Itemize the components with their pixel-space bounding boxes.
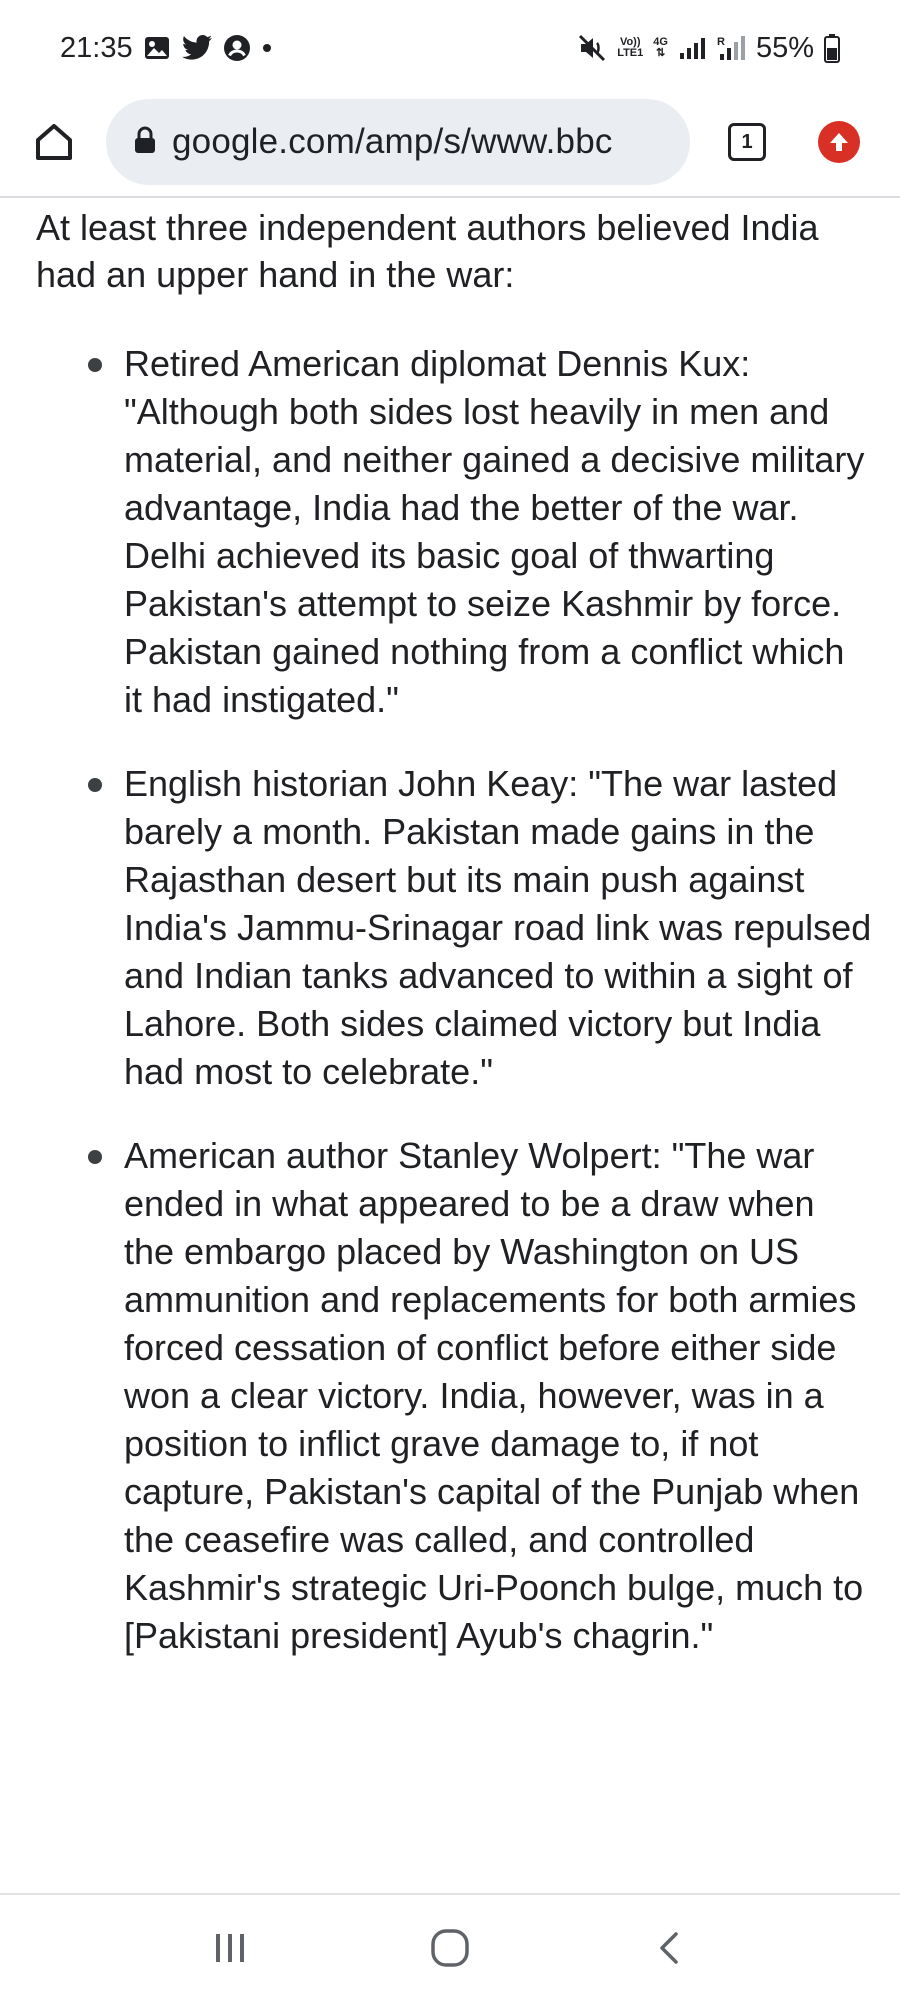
status-right [577, 32, 840, 65]
home-nav-button[interactable] [410, 1908, 490, 1988]
lock-icon [134, 126, 156, 158]
mute-icon [577, 33, 607, 63]
account-icon [223, 34, 251, 62]
tab-switcher-button[interactable] [728, 123, 766, 161]
arrow-up-icon [827, 130, 851, 154]
signal-icon [678, 35, 706, 61]
home-circle-icon [429, 1927, 471, 1969]
list-item-text: American author Stanley Wolpert: "The war ended in what appeared to be a draw when the embargo placed by Washington on US ammunition and replacements for both armies forced cessation of conflict before either side won a clear victory. India, however, was in a position to inflict grave damage to, if not capture, Pakistan's capital of the Punjab when the ceasefire was called, and controlled Kashmir's strategic Uri-Poonch bulge, much to [Pakistani president] Ayub's chagrin." [124, 1135, 864, 1656]
browser-toolbar [0, 88, 900, 196]
list-item-text: English historian John Keay: "The war lasted barely a month. Pakistan made gains in the Rajasthan desert but its main push against India's Jammu-Srinagar road link was repulsed and Indian tanks advanced to within a sight of Lahore. Both sides claimed victory but India had most to celebrate." [124, 763, 872, 1092]
url-text[interactable]: google.com/amp/s/www.bbc [172, 122, 613, 161]
list-item-text: Retired American diplomat Dennis Kux: "Although both sides lost heavily in men and material, and neither gained a decisive military advantage, India had the better of the war. Delhi achieved its basic goal of thwarting Pakistan's attempt to seize Kashmir by force. Pakistan gained nothing from a conflict which it had instigated." [124, 343, 865, 720]
article-content [0, 198, 900, 1894]
list-item [36, 760, 872, 1096]
quote-list [36, 340, 872, 1660]
tab-count: 1 [741, 130, 753, 153]
back-icon [650, 1928, 690, 1968]
status-left [60, 32, 273, 65]
article-intro: At least three independent authors believed India had an upper hand in the war: [36, 207, 819, 295]
bullet-dot-icon [88, 1150, 102, 1164]
network-type-label: 4G [653, 36, 668, 48]
battery-percent: 55% [755, 31, 814, 64]
dot-icon [261, 42, 273, 54]
system-nav-bar [0, 1895, 900, 2000]
volte-label: Vo)) [619, 36, 641, 48]
volte-indicator [617, 37, 643, 59]
list-item [36, 340, 872, 724]
roaming-signal-icon [716, 34, 746, 62]
recent-apps-icon [210, 1928, 250, 1968]
home-icon [32, 120, 76, 164]
data-arrows-icon: ⇅ [656, 47, 666, 59]
status-bar [0, 0, 900, 96]
lte-label: LTE1 [617, 47, 644, 59]
twitter-icon [181, 34, 213, 62]
recent-apps-button[interactable] [190, 1908, 270, 1988]
back-button[interactable] [630, 1908, 710, 1988]
network-type [653, 37, 668, 59]
battery-icon [824, 33, 840, 63]
update-button[interactable] [818, 121, 860, 163]
bullet-dot-icon [88, 778, 102, 792]
bullet-dot-icon [88, 358, 102, 372]
svg-text:R: R [716, 36, 725, 48]
list-item [36, 1132, 872, 1660]
gallery-icon [143, 34, 171, 62]
home-button[interactable] [22, 110, 86, 174]
status-time: 21:35 [60, 31, 133, 64]
url-bar[interactable] [106, 99, 690, 185]
